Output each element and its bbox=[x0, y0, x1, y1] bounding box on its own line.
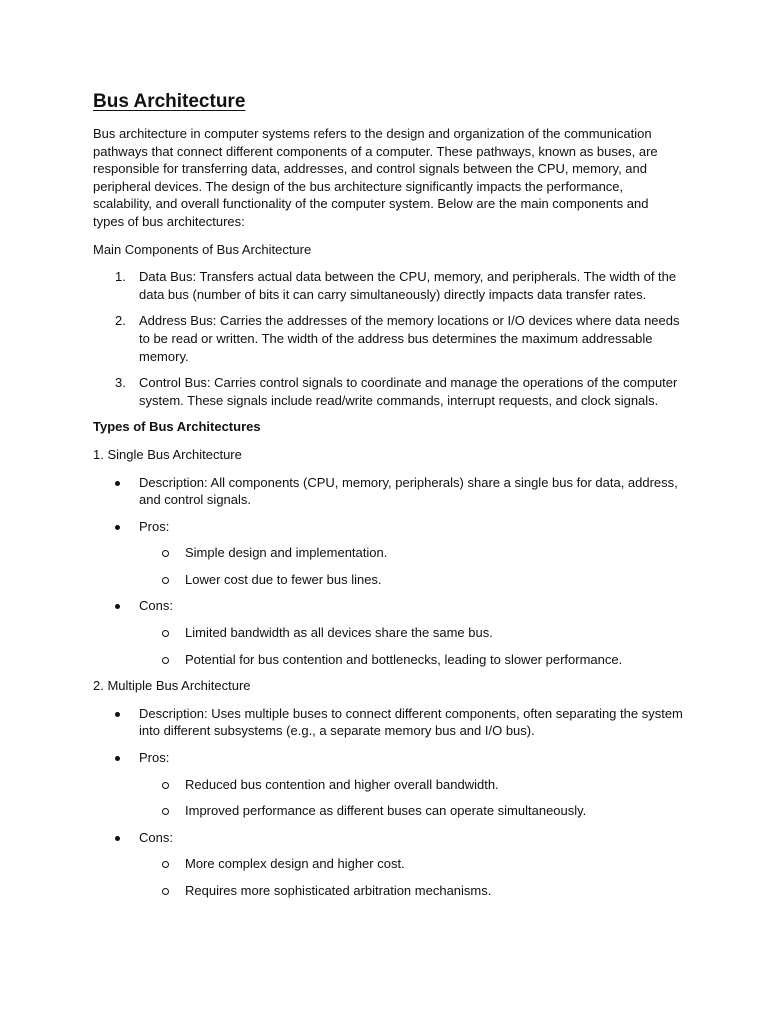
list-item-text: Control Bus: Carries control signals to coordinate and manage the operations of the computer system. These signals include read/write commands, interrupt requests, and clock signals. bbox=[139, 375, 678, 408]
pros-label: Pros: bbox=[139, 750, 170, 766]
components-list bbox=[93, 268, 683, 409]
description-text: Description: Uses multiple buses to connect different components, often separating the system into different subsystems (e.g., a separate memory bus and I/O bus). bbox=[139, 705, 683, 739]
cons-label: Cons: bbox=[139, 598, 173, 614]
list-item bbox=[93, 829, 683, 900]
list-number: 2. bbox=[115, 313, 126, 329]
cons-label: Cons: bbox=[139, 829, 173, 845]
list-item bbox=[93, 518, 683, 589]
list-item bbox=[139, 802, 683, 820]
pros-label: Pros: bbox=[139, 518, 170, 534]
bullet-icon bbox=[115, 712, 120, 717]
pro-text: Improved performance as different buses can operate simultaneously. bbox=[185, 803, 587, 819]
pro-text: Simple design and implementation. bbox=[185, 545, 388, 561]
list-item bbox=[139, 651, 683, 669]
single-bus-list bbox=[93, 474, 683, 669]
components-heading: Main Components of Bus Architecture bbox=[93, 241, 312, 257]
multiple-bus-heading: 2. Multiple Bus Architecture bbox=[93, 678, 251, 694]
circle-bullet-icon bbox=[162, 782, 169, 789]
list-item bbox=[93, 374, 683, 409]
bullet-icon bbox=[115, 756, 120, 761]
list-item bbox=[139, 855, 683, 873]
list-item bbox=[139, 544, 683, 562]
bullet-icon bbox=[115, 836, 120, 841]
bullet-icon bbox=[115, 481, 120, 486]
list-item bbox=[139, 624, 683, 642]
types-heading: Types of Bus Architectures bbox=[93, 419, 261, 435]
page-title: Bus Architecture bbox=[93, 91, 246, 112]
cons-list bbox=[139, 855, 683, 899]
list-number: 3. bbox=[115, 375, 126, 391]
con-text: Potential for bus contention and bottlenecks, leading to slower performance. bbox=[185, 651, 623, 667]
circle-bullet-icon bbox=[162, 888, 169, 895]
con-text: Limited bandwidth as all devices share the same bus. bbox=[185, 625, 493, 641]
circle-bullet-icon bbox=[162, 861, 169, 868]
list-item bbox=[93, 268, 683, 303]
cons-list bbox=[139, 624, 683, 668]
pro-text: Reduced bus contention and higher overall bandwidth. bbox=[185, 776, 499, 792]
pro-text: Lower cost due to fewer bus lines. bbox=[185, 571, 382, 587]
intro-paragraph: Bus architecture in computer systems refers to the design and organization of the communication pathways that connect different components of a computer. These pathways, known as buses, are responsible for transferring data, addresses, and control signals between the CPU, memory, and peripheral devices. The design of the bus architecture significantly impacts the performance, scalability, and overall functionality of the computer system. Below are the main components and types of bus architectures: bbox=[93, 126, 658, 229]
circle-bullet-icon bbox=[162, 550, 169, 557]
pros-list bbox=[139, 776, 683, 820]
con-text: Requires more sophisticated arbitration mechanisms. bbox=[185, 883, 492, 898]
list-item-text: Data Bus: Transfers actual data between the CPU, memory, and peripherals. The width of the data bus (number of bits it can carry simultaneously) directly impacts data transfer rates. bbox=[139, 269, 677, 302]
list-item bbox=[93, 312, 683, 365]
bullet-icon bbox=[115, 525, 120, 530]
multiple-bus-list bbox=[93, 705, 683, 900]
list-item bbox=[93, 705, 683, 740]
con-text: More complex design and higher cost. bbox=[185, 856, 405, 872]
description-text: Description: All components (CPU, memory, peripherals) share a single bus for data, address, and control signals. bbox=[139, 474, 678, 508]
list-item bbox=[139, 571, 683, 589]
single-bus-heading: 1. Single Bus Architecture bbox=[93, 446, 242, 462]
list-item bbox=[139, 882, 683, 900]
circle-bullet-icon bbox=[162, 577, 169, 584]
list-item bbox=[93, 597, 683, 668]
circle-bullet-icon bbox=[162, 657, 169, 664]
list-number: 1. bbox=[115, 269, 126, 285]
document-page bbox=[93, 90, 683, 909]
list-item bbox=[93, 474, 683, 509]
circle-bullet-icon bbox=[162, 808, 169, 815]
pros-list bbox=[139, 544, 683, 588]
bullet-icon bbox=[115, 604, 120, 609]
circle-bullet-icon bbox=[162, 630, 169, 637]
list-item bbox=[139, 776, 683, 794]
list-item bbox=[93, 749, 683, 820]
list-item-text: Address Bus: Carries the addresses of the memory locations or I/O devices where data needs to be read or written. The width of the address bus determines the maximum addressable memory. bbox=[139, 313, 680, 364]
